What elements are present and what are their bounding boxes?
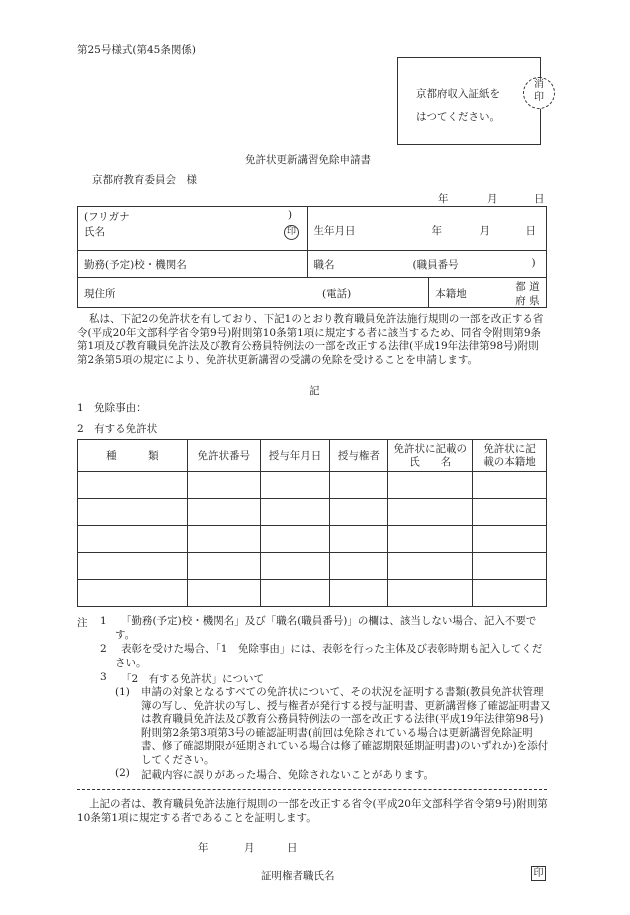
item-licenses: 2 有する免許状 (77, 423, 158, 435)
seal-top-char: 消 (534, 79, 544, 90)
revenue-stamp-box (397, 57, 541, 145)
stamp-instruction-line2: はつてください。 (416, 111, 500, 123)
license-table-header (78, 440, 547, 472)
license-cell[interactable] (260, 472, 330, 499)
workplace-cell[interactable] (78, 251, 308, 278)
license-cell[interactable] (388, 499, 473, 526)
license-cell[interactable] (388, 526, 473, 553)
furigana-label: (フリガナ (84, 211, 130, 223)
staff-number-label: (職員番号 (412, 259, 459, 271)
domicile-cell[interactable] (429, 278, 547, 308)
license-cell[interactable] (260, 553, 330, 580)
license-cell[interactable] (78, 499, 188, 526)
note1-number: 1 (100, 615, 107, 627)
license-cell[interactable] (78, 553, 188, 580)
license-cell[interactable] (187, 526, 260, 553)
birthdate-cell[interactable] (307, 207, 546, 251)
license-cell[interactable] (388, 472, 473, 499)
furigana-close: ) (288, 209, 293, 221)
note3: 「2 有する免許状」について (121, 673, 264, 685)
address-cell[interactable] (78, 278, 429, 308)
birthdate-label: 生年月日 (313, 225, 356, 237)
position-label: 職名 (313, 259, 335, 271)
license-cell[interactable] (260, 499, 330, 526)
header-name-on-license-line2: 氏 名 (409, 455, 452, 468)
note2: 表彰を受けた場合、「1 免除事由」には、表彰を行った主体及び表彰時期も記入してください。 (115, 643, 543, 669)
cert-date-day: 日 (287, 842, 298, 854)
birth-day: 日 (525, 225, 537, 237)
license-cell[interactable] (388, 580, 473, 607)
position-cell[interactable] (307, 251, 546, 278)
header-name-on-license-line1: 免許状に記載の (393, 442, 467, 455)
license-cell[interactable] (473, 580, 547, 607)
ki-heading: 記 (309, 385, 320, 397)
applicant-table (77, 206, 547, 308)
note3-1: 申請の対象となるすべての免許状について、その状況を証明する書類(教員免許状管理簿の写し、免許状の写し、授与権者が発行する授与証明書、更新講習修了確認証明書又は教育職員免許法及び教育公務員特例法の一部を改正する法律(平成19年法律第98号)附則第2条第3項第3号の確認証明書(前回は免除されている場合は更新講習免除証明書、修了確認期限が延期されている場合は修了確認期限延期証明書)のいずれか)を添付してください。 (141, 686, 551, 766)
license-cell[interactable] (78, 580, 188, 607)
certification-statement: 上記の者は、教育職員免許法施行規則の一部を改正する省令(平成20年文部科学省令第9号)附則第10条第1項に規定する者であることを証明します。 (77, 798, 548, 824)
address-label: 現住所 (84, 288, 116, 300)
note3-number: 3 (100, 671, 107, 683)
license-cell[interactable] (388, 553, 473, 580)
certifier-seal-mark: 印 (531, 866, 546, 881)
license-cell[interactable] (78, 526, 188, 553)
phone-label: (電話) (322, 288, 352, 300)
birth-year: 年 (431, 225, 443, 237)
prefecture-line2: 府 県 (515, 295, 540, 307)
table-row (78, 499, 547, 526)
license-cell[interactable] (187, 499, 260, 526)
license-cell[interactable] (260, 526, 330, 553)
item-exemption-reason: 1 免除事由： (77, 402, 147, 414)
header-domicile-on-license-line2: 載の本籍地 (483, 455, 536, 468)
license-cell[interactable] (330, 553, 388, 580)
certifier-title-name: 証明権者職氏名 (261, 870, 335, 882)
license-table (77, 439, 547, 607)
note3-1-number: (1) (115, 686, 130, 698)
workplace-label: 勤務(予定)校・機関名 (84, 258, 187, 271)
license-cell[interactable] (330, 526, 388, 553)
cert-date-month: 月 (244, 842, 255, 854)
header-domicile-on-license-line1: 免許状に記 (483, 442, 536, 455)
header-type: 種 類 (78, 440, 188, 472)
date-year: 年 (438, 193, 449, 205)
domicile-label: 本籍地 (435, 288, 467, 300)
license-cell[interactable] (330, 580, 388, 607)
cancellation-seal (523, 77, 555, 109)
header-grantor: 授与権者 (330, 440, 388, 472)
prefecture-line1: 都 道 (515, 281, 540, 293)
license-cell[interactable] (187, 553, 260, 580)
notes-label: 注 (77, 617, 88, 629)
stamp-instruction-line1: 京都府収入証紙を (416, 88, 500, 100)
date-day: 日 (534, 193, 545, 205)
license-cell[interactable] (330, 499, 388, 526)
date-month: 月 (487, 193, 498, 205)
document-title: 免許状更新講習免除申請書 (245, 154, 371, 166)
form-number: 第25号様式(第45条関係) (77, 44, 196, 56)
license-cell[interactable] (473, 553, 547, 580)
note3-2: 記載内容に誤りがあった場合、免除されないことがあります。 (141, 769, 435, 781)
staff-number-close: ) (531, 257, 536, 269)
license-cell[interactable] (260, 580, 330, 607)
table-row (78, 553, 547, 580)
application-statement: 私は、下記2の免許状を有しており、下記1のとおり教育職員免許法施行規則の一部を改正する省令(平成20年文部科学省令第9号)附則第10条第1項に規定する者に該当するため、同省令附則第9条第1項及び教育職員免許法及び教育公務員特例法の一部を改正する法律(平成19年法律第98号)附則第2条第5項の規定により、免許状更新講習の受講の免除を受けることを申請します。 (77, 313, 544, 366)
note1: 「勤務(予定)校・機関名」及び「職名(職員番号)」の欄は、該当しない場合、記入不要です。 (115, 615, 537, 641)
license-cell[interactable] (78, 472, 188, 499)
license-cell[interactable] (473, 499, 547, 526)
note3-2-number: (2) (115, 767, 130, 779)
cert-date-year: 年 (198, 842, 209, 854)
license-cell[interactable] (187, 472, 260, 499)
header-license-number: 免許状番号 (187, 440, 260, 472)
name-seal-mark: 印 (284, 225, 299, 240)
license-cell[interactable] (473, 472, 547, 499)
license-cell[interactable] (187, 580, 260, 607)
header-grant-date: 授与年月日 (260, 440, 330, 472)
header-name-on-license (388, 440, 473, 472)
table-row (78, 472, 547, 499)
license-cell[interactable] (473, 526, 547, 553)
note2-number: 2 (100, 643, 107, 655)
birth-month: 月 (479, 225, 491, 237)
license-cell[interactable] (330, 472, 388, 499)
table-row (78, 526, 547, 553)
name-label: 氏名 (84, 226, 105, 238)
table-row (78, 580, 547, 607)
header-domicile-on-license (473, 440, 547, 472)
name-cell[interactable] (78, 207, 308, 251)
separator-line (77, 789, 547, 790)
addressee: 京都府教育委員会 様 (92, 174, 197, 186)
seal-bottom-char: 印 (534, 92, 544, 103)
